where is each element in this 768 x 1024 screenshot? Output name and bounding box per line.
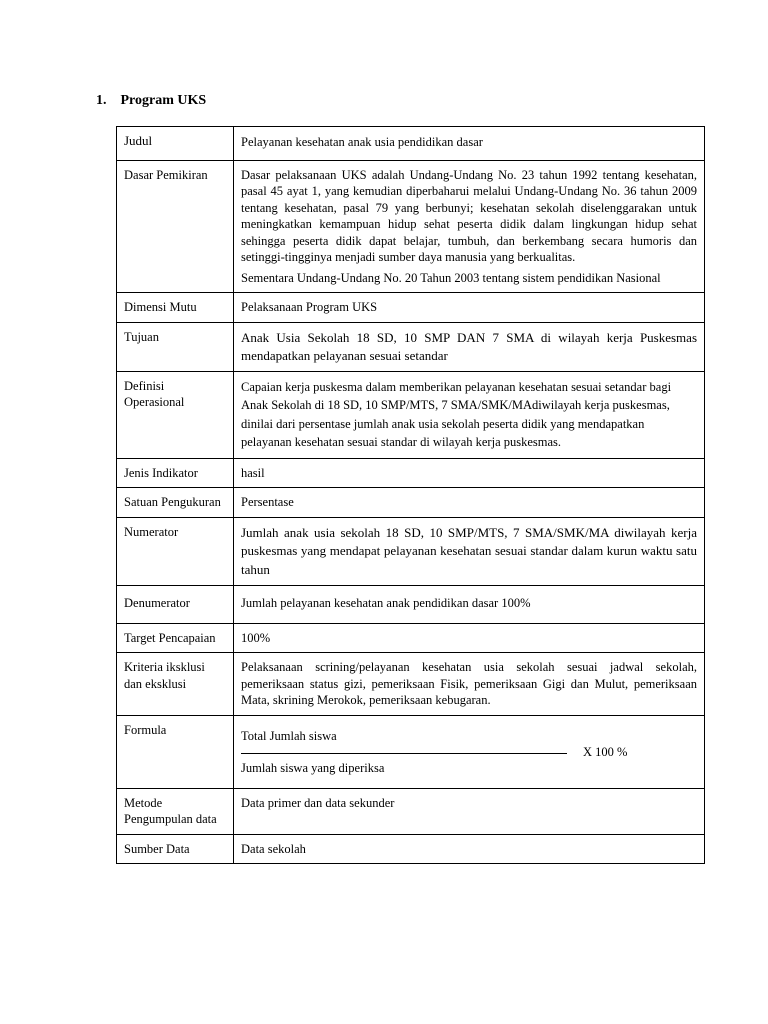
- row-value: Data sekolah: [234, 834, 705, 864]
- table-row-numerator: [117, 517, 705, 586]
- table-row-metode: [117, 788, 705, 834]
- row-label: Tujuan: [117, 322, 234, 371]
- formula-numerator: Total Jumlah siswa: [241, 728, 337, 743]
- row-value: Pelayanan kesehatan anak usia pendidikan dasar: [234, 127, 705, 161]
- formula-denominator: Jumlah siswa yang diperiksa: [241, 760, 385, 775]
- row-label: Formula: [117, 715, 234, 788]
- table-row-target-pencapaian: [117, 623, 705, 653]
- section-heading: [96, 92, 206, 110]
- row-value: Pelaksanaan Program UKS: [234, 293, 705, 323]
- row-label: Denumerator: [117, 586, 234, 624]
- row-label: Sumber Data: [117, 834, 234, 864]
- row-value: Data primer dan data sekunder: [234, 788, 705, 834]
- section-title: Program UKS: [120, 93, 207, 108]
- row-value: Jumlah anak usia sekolah 18 SD, 10 SMP/MTS, 7 SMA/SMK/MA diwilayah kerja puskesmas yang mendapat pelayanan kesehatan sesuai standar dalam kurun waktu satu tahun: [234, 517, 705, 586]
- row-value: Pelaksanaan scrining/pelayanan kesehatan usia sekolah sesuai jadwal sekolah, pemeriksaan status gizi, pemeriksaan Fisik, pemeriksaan Gigi dan Mulut, pemeriksaan Mata, skrining Merokok, pemeriksaan kebugaran.: [234, 653, 705, 716]
- formula-fraction: [241, 728, 697, 784]
- table-row-satuan-pengukuran: [117, 488, 705, 518]
- formula-multiplier: X 100 %: [583, 744, 628, 759]
- table-row-denumerator: [117, 586, 705, 624]
- table-row-definisi-operasional: [117, 371, 705, 458]
- row-label: Jenis Indikator: [117, 458, 234, 488]
- dasar-paragraph-1: Dasar pelaksanaan UKS adalah Undang-Undang No. 23 tahun 1992 tentang kesehatan, pasal 45 ayat 1, yang kemudian diperbaharui melalui Undang-Undang No. 36 tahun 2009 tentang kesehatan, pasal 79 yang berbunyi; kesehatan sekolah diselenggarakan untuk meningkatkan kemampuan hidup sehat peserta didik dalam lingkungan hidup sehat sehingga peserta didik dapat belajar, tumbuh, dan berkembang secara humoris dan setinggi-tingginya menjadi sumber daya manusia yang berkualitas.: [241, 167, 697, 264]
- row-label: Satuan Pengukuran: [117, 488, 234, 518]
- row-label: Kriteria iksklusi dan eksklusi: [117, 653, 234, 716]
- row-value: [234, 160, 705, 293]
- table-row-kriteria: [117, 653, 705, 716]
- row-label: Target Pencapaian: [117, 623, 234, 653]
- dasar-paragraph-2: Sementara Undang-Undang No. 20 Tahun 2003 tentang sistem pendidikan Nasional: [241, 270, 661, 285]
- row-label: Judul: [117, 127, 234, 161]
- row-value: [234, 715, 705, 788]
- row-value: Capaian kerja puskesma dalam memberikan pelayanan kesehatan sesuai setandar bagi Anak Sekolah di 18 SD, 10 SMP/MTS, 7 SMA/SMK/MAdiwilayah kerja puskesmas, dinilai dari persentase jumlah anak usia sekolah peserta didik yang mendapatkan pelayanan kesehatan sesuai standar di wilayah kerja puskesmas.: [234, 371, 705, 458]
- row-label: Metode Pengumpulan data: [117, 788, 234, 834]
- program-table: [116, 126, 705, 864]
- table-row-dimensi-mutu: [117, 293, 705, 323]
- table-row-jenis-indikator: [117, 458, 705, 488]
- table-row-tujuan: [117, 322, 705, 371]
- table-row-dasar-pemikiran: [117, 160, 705, 293]
- section-number: 1.: [96, 93, 107, 108]
- table-row-sumber-data: [117, 834, 705, 864]
- row-label: Dasar Pemikiran: [117, 160, 234, 293]
- row-label: Definisi Operasional: [117, 371, 234, 458]
- fraction-bar: [241, 753, 567, 754]
- row-value: Persentase: [234, 488, 705, 518]
- row-value: Jumlah pelayanan kesehatan anak pendidikan dasar 100%: [234, 586, 705, 624]
- row-label: Dimensi Mutu: [117, 293, 234, 323]
- row-value: 100%: [234, 623, 705, 653]
- row-label: Numerator: [117, 517, 234, 586]
- row-value: hasil: [234, 458, 705, 488]
- row-value: Anak Usia Sekolah 18 SD, 10 SMP DAN 7 SMA di wilayah kerja Puskesmas mendapatkan pelayanan sesuai setandar: [234, 322, 705, 371]
- table-row-formula: [117, 715, 705, 788]
- table-row-judul: [117, 127, 705, 161]
